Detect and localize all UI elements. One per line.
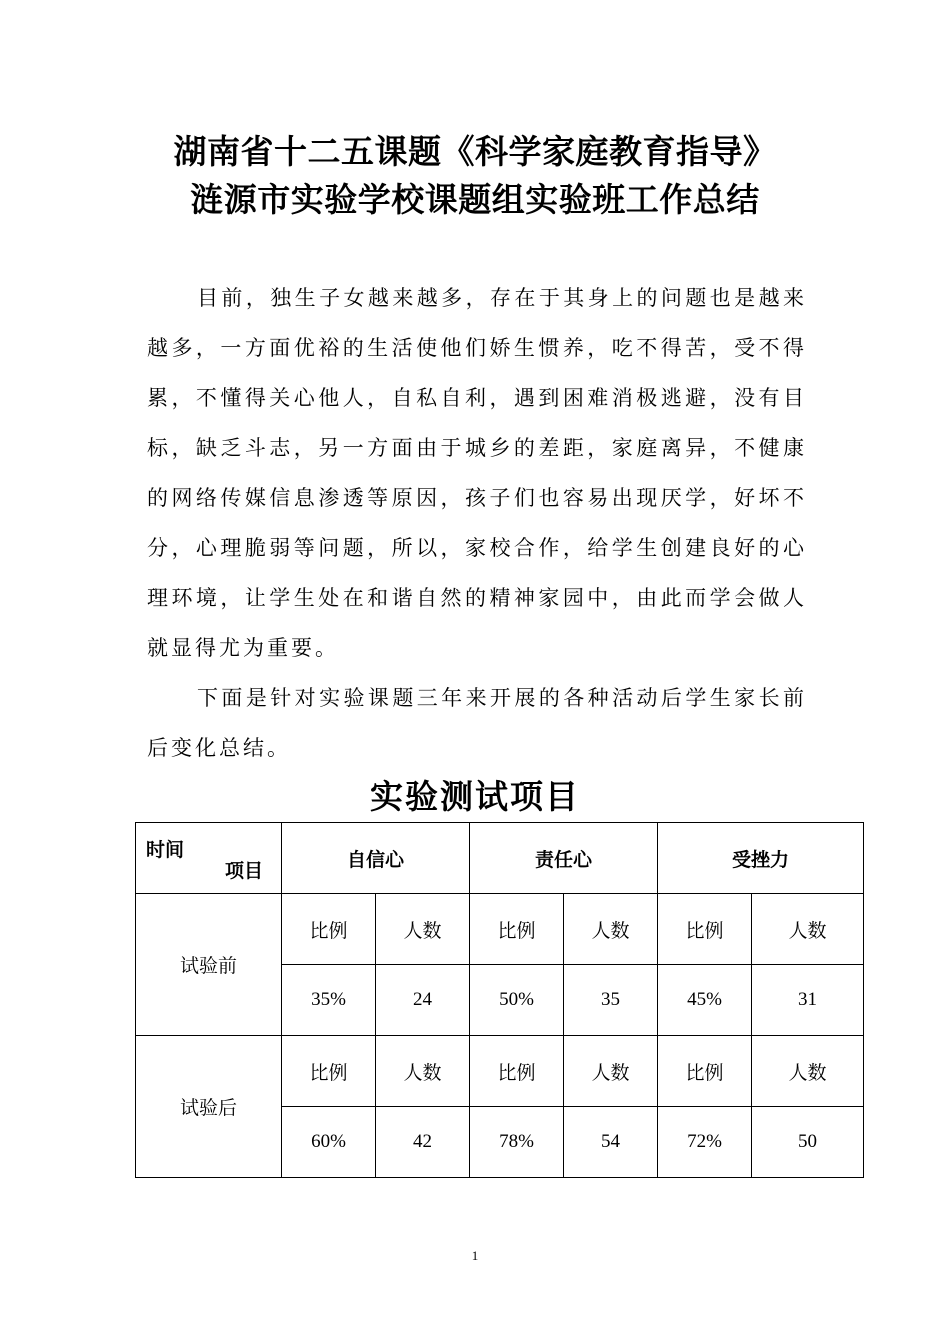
category-resilience: 受挫力 [658,823,864,894]
corner-time-label: 时间 [146,839,185,861]
experiment-table [135,822,864,1178]
value-cell: 50% [470,965,564,1036]
subheader-ratio: 比例 [470,1036,564,1107]
subheader-ratio: 比例 [658,894,752,965]
value-cell: 78% [470,1107,564,1178]
document-title-line2: 涟源市实验学校课题组实验班工作总结 [190,180,760,219]
subheader-count: 人数 [376,894,470,965]
subheader-count: 人数 [752,1036,864,1107]
category-confidence: 自信心 [282,823,470,894]
value-cell: 35 [564,965,658,1036]
subheader-count: 人数 [376,1036,470,1107]
value-cell: 45% [658,965,752,1036]
table-row [136,1036,864,1107]
document-title-line1: 湖南省十二五课题《科学家庭教育指导》 [173,132,777,171]
subheader-count: 人数 [752,894,864,965]
value-cell: 60% [282,1107,376,1178]
page-number: 1 [471,1248,479,1263]
subheader-ratio: 比例 [658,1036,752,1107]
subheader-ratio: 比例 [282,894,376,965]
summary-paragraph: 下面是针对实验课题三年来开展的各种活动后学生家长前后变化总结。 [147,686,807,760]
subheader-ratio: 比例 [282,1036,376,1107]
corner-item-label: 项目 [224,860,263,882]
value-cell: 42 [376,1107,470,1178]
value-cell: 35% [282,965,376,1036]
table-header-row [136,823,864,894]
value-cell: 54 [564,1107,658,1178]
subheader-count: 人数 [564,894,658,965]
row-label-after: 试验后 [136,1036,282,1178]
row-label-before: 试验前 [136,894,282,1036]
value-cell: 31 [752,965,864,1036]
corner-header-cell [136,823,282,894]
subheader-count: 人数 [564,1036,658,1107]
value-cell: 50 [752,1107,864,1178]
category-responsibility: 责任心 [470,823,658,894]
table-title: 实验测试项目 [370,777,580,816]
value-cell: 24 [376,965,470,1036]
intro-paragraph: 目前，独生子女越来越多，存在于其身上的问题也是越来越多，一方面优裕的生活使他们娇生惯养，吃不得苦，受不得累，不懂得关心他人，自私自利，遇到困难消极逃避，没有目标，缺乏斗志，另一方面由于城乡的差距，家庭离异，不健康的网络传媒信息渗透等原因，孩子们也容易出现厌学，好坏不分，心理脆弱等问题，所以，家校合作，给学生创建良好的心理环境，让学生处在和谐自然的精神家园中，由此而学会做人就显得尤为重要。 [147,286,807,660]
value-cell: 72% [658,1107,752,1178]
subheader-ratio: 比例 [470,894,564,965]
table-row [136,894,864,965]
